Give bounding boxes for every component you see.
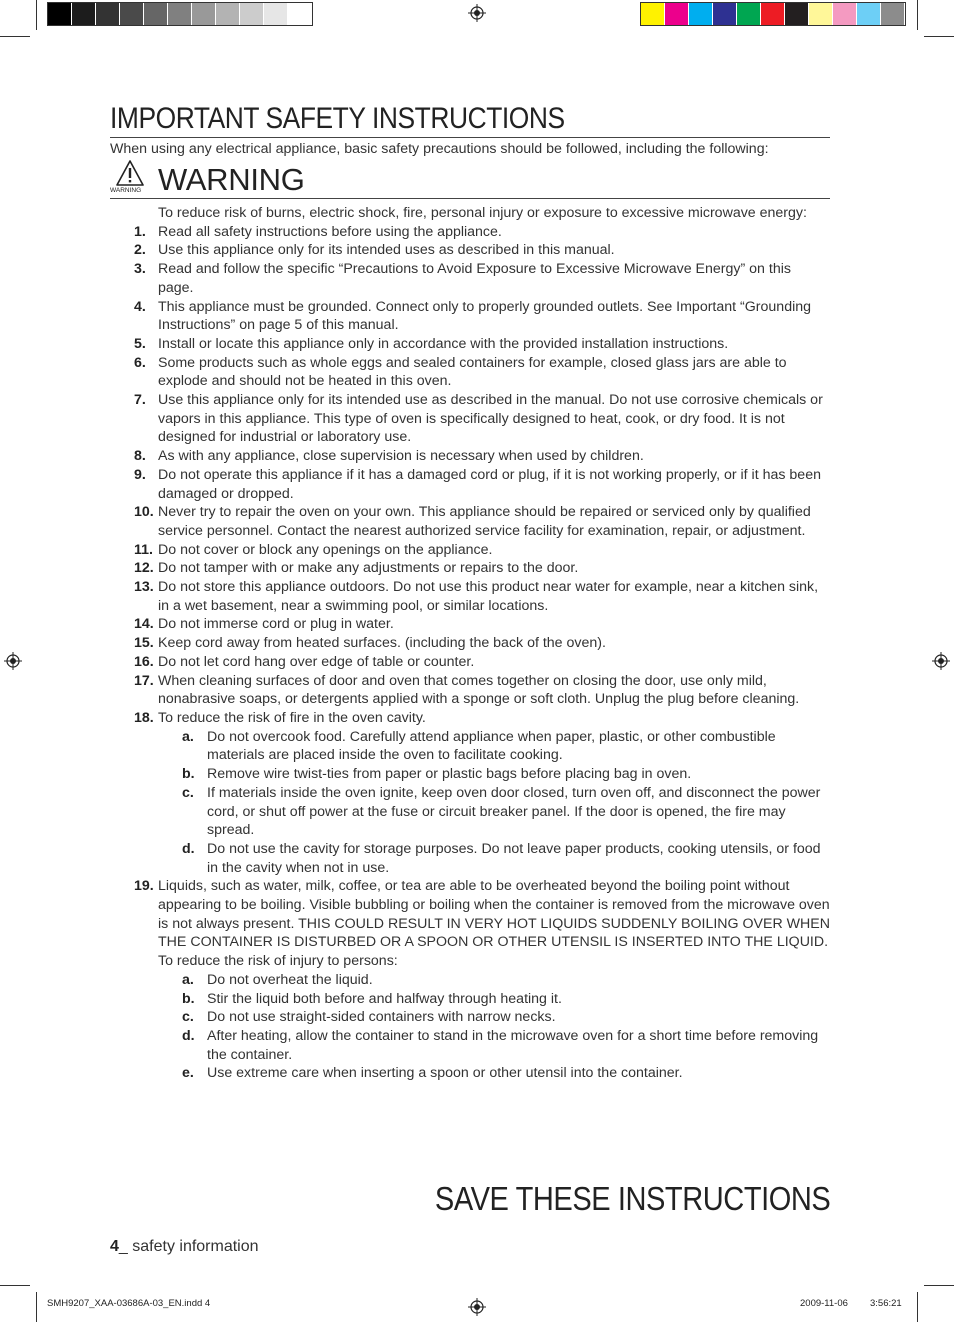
list-item-number: 4.: [134, 298, 146, 315]
list-item-text: Some products such as whole eggs and sealed containers for example, closed glass jars are able to explode and should not be heated in this oven.: [158, 354, 787, 390]
color-swatch: [785, 3, 809, 25]
list-item-text: Do not let cord hang over edge of table or counter.: [158, 653, 475, 670]
gray-swatch: [240, 3, 264, 25]
color-swatch: [833, 3, 857, 25]
list-item-number: 11.: [134, 541, 153, 558]
list-item-text: Do not store this appliance outdoors. Do not use this product near water for example, near a kitchen sink, in a wet basement, near a swimming pool, or similar locations.: [158, 579, 819, 614]
sub-list-item-letter: a.: [182, 971, 194, 988]
sub-list-item: [158, 840, 830, 877]
list-item-text: This appliance must be grounded. Connect only to properly grounded outlets. See Important “Grounding Instructions” on page 5 of this manual.: [158, 298, 812, 334]
slug-time: 3:56:21: [870, 1298, 902, 1309]
list-item-text: Keep cord away from heated surfaces. (including the back of the oven).: [158, 635, 606, 652]
list-item-text: Install or locate this appliance only in accordance with the provided installation instructions.: [158, 335, 729, 352]
list-item-number: 1.: [134, 223, 146, 240]
grayscale-color-bar: [47, 2, 313, 26]
list-item-text: Read all safety instructions before using the appliance.: [158, 223, 502, 240]
crop-mark: [924, 36, 954, 37]
list-item-text: Do not tamper with or make any adjustments or repairs to the door.: [158, 560, 579, 577]
list-item: [110, 877, 830, 971]
list-item-number: 15.: [134, 635, 154, 652]
crop-mark: [924, 1285, 954, 1286]
list-item-number: 13.: [134, 579, 154, 596]
list-item: [110, 559, 830, 578]
crop-mark: [0, 1285, 30, 1286]
list-item-number: 6.: [134, 354, 146, 371]
color-swatch: [641, 3, 665, 25]
section-name: _ safety information: [118, 1238, 259, 1255]
sub-list-item-letter: d.: [182, 1027, 195, 1044]
color-swatch: [665, 3, 689, 25]
list-item: [110, 672, 830, 709]
color-swatch: [713, 3, 737, 25]
gray-swatch: [192, 3, 216, 25]
registration-mark-icon: [468, 1298, 486, 1316]
process-color-bar: [640, 2, 906, 26]
list-item-number: 17.: [134, 672, 154, 689]
list-item: [110, 578, 830, 615]
list-item: [110, 391, 830, 447]
list-item-number: 7.: [134, 392, 146, 409]
color-swatch: [761, 3, 785, 25]
sub-list-item-text: After heating, allow the container to stand in the microwave oven for a short time before removing the container.: [207, 1027, 819, 1063]
list-item-text: Never try to repair the oven on your own. This appliance should be repaired or serviced only by qualified service personnel. Contact the nearest authorized service facility for examination, repair, or adjustment.: [158, 504, 811, 539]
list-item: [110, 503, 830, 540]
list-item-number: 18.: [134, 709, 154, 726]
slug-filename: SMH9207_XAA-03686A-03_EN.indd 4: [47, 1298, 211, 1309]
list-item-text: To reduce the risk of fire in the oven cavity.: [158, 709, 426, 726]
title-rule: [110, 137, 830, 138]
list-item: [110, 241, 830, 260]
registration-mark-icon: [468, 4, 486, 22]
list-item-text: Do not immerse cord or plug in water.: [158, 616, 394, 633]
list-item-text: Liquids, such as water, milk, coffee, or tea are able to be overheated beyond the boiling point without appearing to be boiling. Visible bubbling or boiling when the container is removed from the microwave oven is not always present. THIS COULD RESULT IN VERY HOT LIQUIDS SUDDENLY BOILING OVER WHEN THE CONTAINER IS DISTURBED OR A SPOON OR OTHER UTENSIL IS INSERTED INTO THE LIQUID. To reduce the risk of injury to persons:: [158, 878, 830, 970]
list-item: [110, 260, 830, 297]
sub-list-item-text: Do not use the cavity for storage purposes. Do not leave paper products, cooking utensils, or food in the cavity when not in use.: [207, 840, 821, 876]
sub-list-item-text: Do not use straight-sided containers with narrow necks.: [207, 1009, 556, 1026]
page-number: 4: [110, 1238, 119, 1255]
sub-list-item: [158, 728, 830, 765]
warning-rule: [110, 198, 830, 199]
list-item-number: 19.: [134, 878, 154, 895]
sub-list-item-letter: b.: [182, 766, 195, 783]
list-item: [110, 354, 830, 391]
list-item: [110, 466, 830, 503]
list-item: [110, 298, 830, 335]
crop-mark: [917, 1292, 918, 1322]
list-item: [110, 447, 830, 466]
sub-list-item-text: Remove wire twist-ties from paper or plastic bags before placing bag in oven.: [207, 766, 692, 783]
list-item: [110, 615, 830, 634]
list-item-number: 8.: [134, 448, 146, 465]
list-item-number: 12.: [134, 560, 154, 577]
crop-mark: [36, 0, 37, 30]
crop-mark: [36, 1292, 37, 1322]
sub-list-item: [158, 1008, 830, 1027]
intro-text: When using any electrical appliance, basic safety precautions should be followed, including the following:: [110, 141, 769, 157]
registration-mark-icon: [4, 652, 22, 670]
color-swatch: [857, 3, 881, 25]
warning-triangle-icon: [116, 160, 144, 186]
list-item: [110, 634, 830, 653]
sub-list-item-text: If materials inside the oven ignite, keep oven door closed, turn oven off, and disconnect the power cord, or shut off power at the fuse or circuit breaker panel. If the door is opened, the fire may spread.: [207, 784, 821, 839]
crop-mark: [0, 36, 30, 37]
registration-mark-icon: [932, 652, 950, 670]
crop-mark: [917, 0, 918, 30]
color-swatch: [689, 3, 713, 25]
sub-list-item-text: Use extreme care when inserting a spoon or other utensil into the container.: [207, 1065, 683, 1082]
list-item-text: Use this appliance only for its intended uses as described in this manual.: [158, 242, 615, 259]
list-item: [110, 653, 830, 672]
sub-list-item-text: Do not overheat the liquid.: [207, 971, 373, 988]
save-instructions-heading: SAVE THESE INSTRUCTIONS: [434, 1180, 830, 1217]
list-item-text: Do not cover or block any openings on the appliance.: [158, 541, 493, 558]
gray-swatch: [144, 3, 168, 25]
color-swatch: [881, 3, 905, 25]
list-item-text: Do not operate this appliance if it has a damaged cord or plug, if it is not working properly, or if it has been damaged or dropped.: [158, 466, 821, 502]
list-item-number: 14.: [134, 616, 154, 633]
list-item-number: 16.: [134, 653, 154, 670]
sub-list-item-letter: e.: [182, 1065, 194, 1082]
sub-list-item: [158, 1027, 830, 1064]
page-title: IMPORTANT SAFETY INSTRUCTIONS: [110, 102, 565, 135]
sub-list-item: [158, 971, 830, 990]
sub-list-item-letter: c.: [182, 1009, 194, 1026]
list-item-number: 10.: [134, 504, 154, 521]
sub-list-item-text: Do not overcook food. Carefully attend appliance when paper, plastic, or other combustible materials are placed inside the oven to facilitate cooking.: [207, 728, 776, 764]
warning-heading: WARNING: [158, 162, 305, 197]
sub-list-item: [158, 990, 830, 1009]
slug-date: 2009-11-06: [800, 1298, 848, 1309]
list-item-text: As with any appliance, close supervision is necessary when used by children.: [158, 448, 644, 465]
list-item-number: 9.: [134, 466, 146, 483]
list-item: [110, 541, 830, 560]
color-swatch: [737, 3, 761, 25]
sub-list-item-letter: a.: [182, 728, 194, 745]
warning-icon-label: WARNING: [110, 187, 142, 194]
gray-swatch: [96, 3, 120, 25]
gray-swatch: [264, 3, 288, 25]
sub-list-item-letter: d.: [182, 840, 195, 857]
gray-swatch: [120, 3, 144, 25]
gray-swatch: [72, 3, 96, 25]
list-item-text: Read and follow the specific “Precautions to Avoid Exposure to Excessive Microwave Energy” on this page.: [158, 261, 791, 296]
sub-list-item: [158, 1064, 830, 1083]
gray-swatch: [288, 3, 312, 25]
list-item-number: 3.: [134, 261, 146, 278]
color-swatch: [809, 3, 833, 25]
list-item-number: 5.: [134, 335, 146, 352]
sub-list-item-text: Stir the liquid both before and halfway through heating it.: [207, 990, 562, 1007]
gray-swatch: [168, 3, 192, 25]
gray-swatch: [48, 3, 72, 25]
sub-list-item: [158, 784, 830, 840]
list-item-number: 2.: [134, 242, 146, 259]
sub-list-item-letter: c.: [182, 784, 194, 801]
list-item-text: Use this appliance only for its intended use as described in the manual. Do not use corrosive chemicals or vapors in this appliance. This type of oven is specifically designed to heat, cook, or dry food. It is not designed for industrial or laboratory use.: [158, 392, 823, 446]
sub-list-item: [158, 765, 830, 784]
list-item: [110, 335, 830, 354]
sub-list-item-letter: b.: [182, 990, 195, 1007]
list-item: [110, 223, 830, 242]
safety-list: [110, 204, 830, 1083]
page-footer: [110, 1238, 259, 1256]
warning-lead: To reduce risk of burns, electric shock, fire, personal injury or exposure to excessive microwave energy:: [158, 205, 807, 221]
list-item-text: When cleaning surfaces of door and oven that comes together on closing the door, use only mild, nonabrasive soaps, or detergents applied with a sponge or soft cloth. Unplug the plug before cleaning.: [158, 672, 800, 708]
list-item: [110, 709, 830, 728]
gray-swatch: [216, 3, 240, 25]
